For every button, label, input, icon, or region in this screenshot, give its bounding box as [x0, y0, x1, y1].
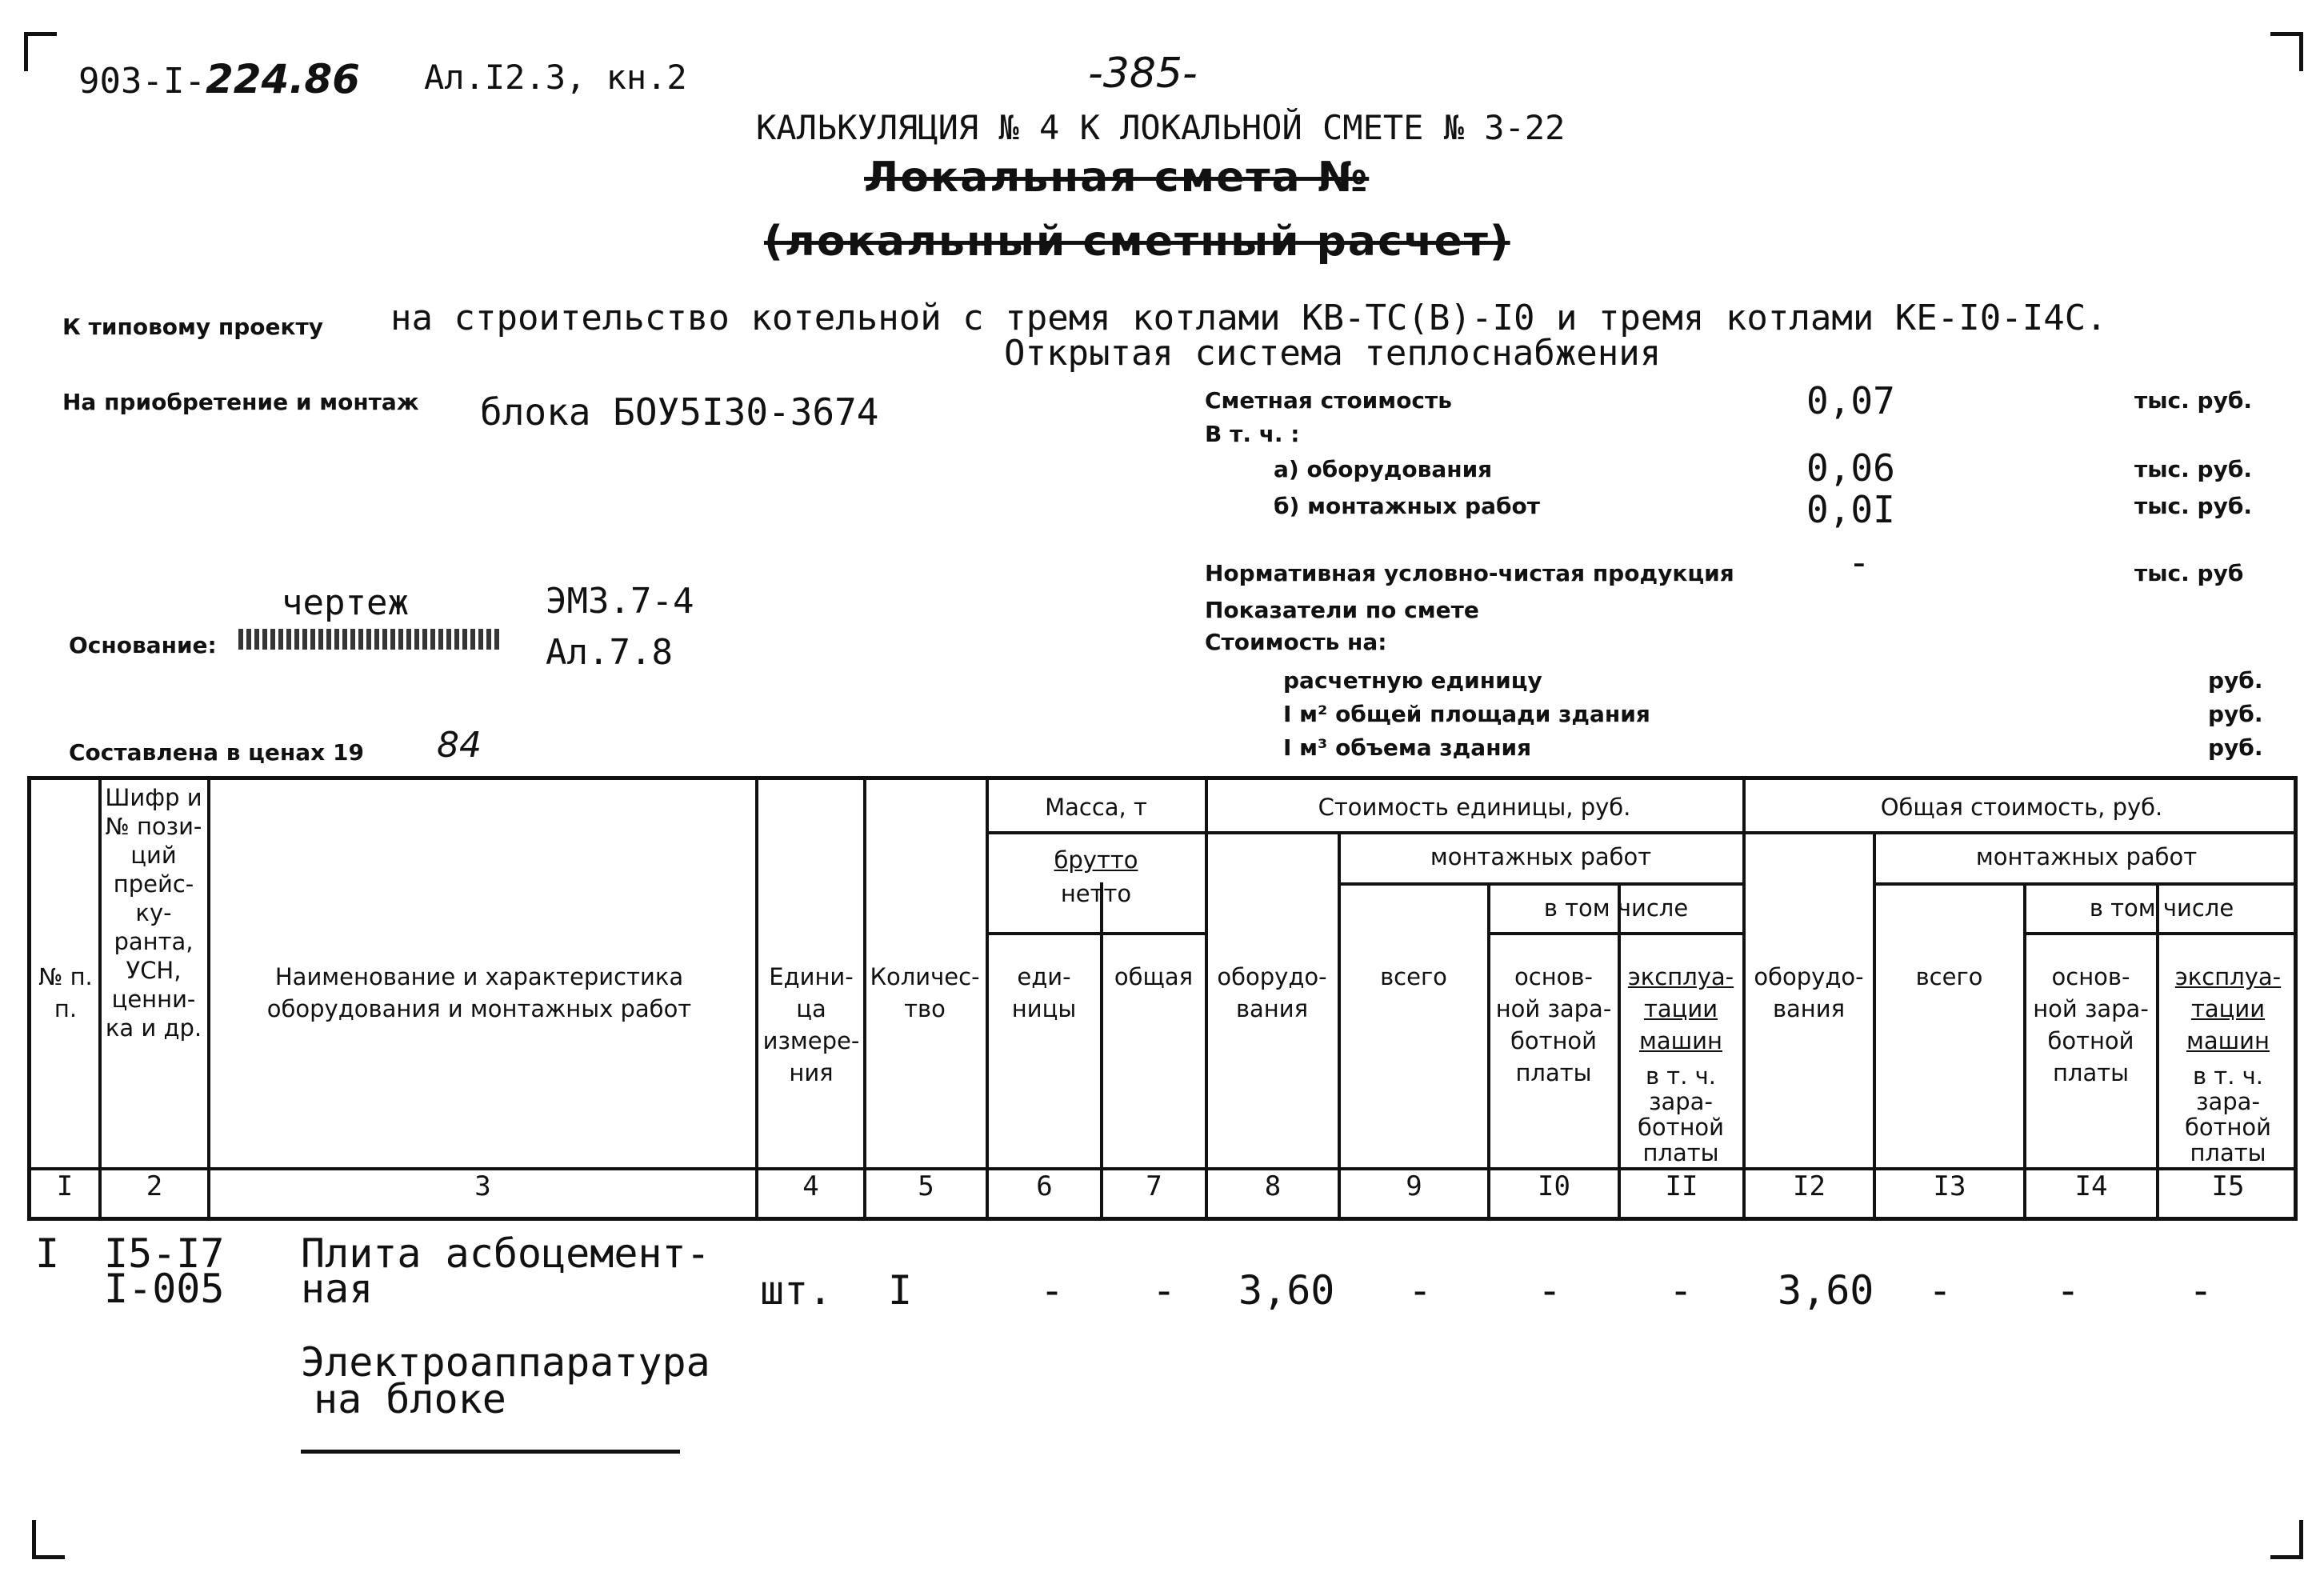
- header-quantity: Количес- тво: [870, 963, 980, 1022]
- header-wage-unit: основ- ной зара- ботной платы: [1495, 963, 1612, 1086]
- corner-mark-top-right: [2270, 32, 2303, 71]
- basis-drawing-ref: ЭМЗ.7-4: [546, 581, 694, 622]
- row-install-unit-wage: -: [1538, 1267, 1562, 1314]
- row-name-1: Плита асбоцемент-: [301, 1230, 710, 1277]
- document-code-prefix: 903-I-: [78, 61, 206, 102]
- equipment-cost-value: 0,06: [1806, 446, 1895, 490]
- basis-struck-out: [238, 629, 502, 650]
- column-number: 3: [474, 1170, 491, 1202]
- row-name-2: ная: [301, 1266, 374, 1312]
- estimated-cost-unit: тыс. руб.: [2134, 387, 2253, 414]
- header-incl-unit: в том числе: [1543, 894, 1689, 922]
- including-label: В т. ч. :: [1205, 421, 1300, 447]
- column-number: I5: [2211, 1170, 2245, 1202]
- column-number: I2: [1793, 1170, 1826, 1202]
- estimated-cost-label: Сметная стоимость: [1205, 387, 1452, 414]
- column-number: 9: [1406, 1170, 1422, 1202]
- header-name: Наименование и характеристика оборудования и монтажных работ: [266, 963, 692, 1022]
- column-number: 7: [1146, 1170, 1162, 1202]
- row-install-unit-machines: -: [1669, 1267, 1694, 1314]
- indicators-label: Показатели по смете: [1205, 597, 1479, 623]
- struck-title-estimate: Локальная смета №: [864, 154, 1370, 202]
- header-equip-total: оборудо- вания: [1754, 963, 1864, 1022]
- row-install-unit-total: -: [1408, 1267, 1433, 1314]
- basis-album-ref: Ал.7.8: [546, 632, 673, 673]
- header-machines-total: эксплуа- тации машин: [2174, 963, 2282, 1054]
- per-area-unit: руб.: [2208, 701, 2263, 727]
- project-value: на строительство котельной с тремя котлами КВ-ТС(В)-I0 и тремя котлами КЕ-I0-I4С.: [390, 298, 2107, 338]
- header-machines-wage-total: в т. ч. зара- ботной платы: [2184, 1062, 2272, 1166]
- document-code: [78, 56, 360, 102]
- installation-cost-label: б) монтажных работ: [1274, 493, 1540, 519]
- calculation-title: КАЛЬКУЛЯЦИЯ № 4 К ЛОКАЛЬНОЙ СМЕТЕ № 3-22: [756, 108, 1566, 147]
- header-machines-wage-unit: в т. ч. зара- ботной платы: [1637, 1062, 1725, 1166]
- purpose-value: блока БОУ5I30-3674: [480, 390, 879, 434]
- row-code-1: I5-I7: [104, 1230, 225, 1277]
- column-number: 6: [1036, 1170, 1053, 1202]
- column-number: 4: [802, 1170, 819, 1202]
- purpose-label: На приобретение и монтаж: [62, 389, 419, 415]
- column-number: 8: [1264, 1170, 1282, 1202]
- normative-product-label: Нормативная условно-чистая продукция: [1205, 560, 1734, 586]
- section-title-1: Электроаппаратура: [301, 1339, 710, 1386]
- header-rule-incl-total: [2023, 932, 2298, 935]
- header-rule-incl: [1487, 932, 1742, 935]
- column-number: I: [56, 1170, 74, 1202]
- header-netto: нетто: [1060, 880, 1132, 907]
- installation-cost-value: 0,0I: [1806, 488, 1895, 531]
- header-rule-mass-sub: [986, 932, 1205, 935]
- header-rule-install: [1338, 882, 1742, 886]
- prices-label: Составлена в ценах 19: [69, 739, 364, 766]
- row-install-total: -: [1928, 1267, 1953, 1314]
- section-underline: [301, 1450, 680, 1454]
- document-code-handwritten: 224.86: [205, 56, 360, 102]
- column-number: II: [1665, 1170, 1698, 1202]
- page-number: -385-: [1088, 50, 1198, 98]
- col-divider-3: [755, 780, 758, 1221]
- per-unit-unit: руб.: [2208, 667, 2263, 694]
- col-divider-2: [207, 780, 210, 1221]
- header-install-total-all: всего: [1915, 963, 1983, 990]
- header-machines-unit: эксплуа- тации машин: [1627, 963, 1734, 1054]
- column-number: I4: [2074, 1170, 2108, 1202]
- column-number: I0: [1538, 1170, 1570, 1202]
- specification-table: [27, 776, 2298, 1221]
- equipment-cost-label: а) оборудования: [1274, 456, 1493, 482]
- col-divider-8: [1338, 831, 1341, 1221]
- per-unit-label: расчетную единицу: [1283, 667, 1542, 694]
- header-wage-total: основ- ной зара- ботной платы: [2033, 963, 2149, 1086]
- col-divider-12: [1873, 831, 1876, 1221]
- header-unit: Едини- ца измере- ния: [762, 963, 860, 1086]
- header-mass-total: общая: [1114, 963, 1194, 990]
- header-install-total: монтажных работ: [1975, 843, 2198, 870]
- header-brutto: брутто: [1054, 846, 1138, 874]
- row-mass-unit: -: [1040, 1267, 1065, 1314]
- section-title-2: на блоке: [314, 1376, 506, 1422]
- basis-drawing: чертеж: [282, 582, 409, 623]
- column-number: I3: [1933, 1170, 1966, 1202]
- row-equip-total: 3,60: [1778, 1267, 1874, 1314]
- row-code-2: I-005: [104, 1266, 225, 1312]
- column-number: 2: [146, 1170, 163, 1202]
- corner-mark-top-left: [24, 32, 57, 71]
- corner-mark-bottom-left: [32, 1520, 65, 1559]
- row-install-total-wage: -: [2056, 1267, 2081, 1314]
- header-mass-unit: еди- ницы: [1011, 963, 1077, 1022]
- header-install-unit: монтажных работ: [1430, 843, 1652, 870]
- cost-for-label: Стоимость на:: [1205, 629, 1387, 655]
- corner-mark-bottom-right: [2270, 1520, 2303, 1559]
- header-equip-unit: оборудо- вания: [1217, 963, 1327, 1022]
- per-volume-label: I м³ объема здания: [1283, 734, 1532, 761]
- header-install-unit-total: всего: [1380, 963, 1447, 990]
- row-install-total-machines: -: [2189, 1267, 2214, 1314]
- estimated-cost-value: 0,07: [1806, 379, 1895, 422]
- row-equip-unit: 3,60: [1238, 1267, 1335, 1314]
- struck-title-calculation: (локальный сметный расчет): [764, 218, 1510, 266]
- per-area-label: I м² общей площади здания: [1283, 701, 1650, 727]
- header-row-number: № п. п.: [38, 963, 93, 1022]
- row-number: I: [35, 1230, 60, 1277]
- installation-cost-unit: тыс. руб.: [2134, 493, 2253, 519]
- header-code: Шифр и № пози- ций прейс- ку- ранта, УСН, ценни- ка и др.: [105, 784, 202, 1042]
- row-mass-total: -: [1152, 1267, 1177, 1314]
- project-label: К типовому проекту: [62, 314, 324, 340]
- project-subtitle: Открытая система теплоснабжения: [1004, 333, 1662, 374]
- normative-product-value: -: [1848, 541, 1870, 584]
- normative-product-unit: тыс. руб: [2134, 560, 2244, 586]
- prices-year: 84: [437, 725, 482, 766]
- column-number: 5: [918, 1170, 934, 1202]
- header-incl-total: в том числе: [2089, 894, 2234, 922]
- equipment-cost-unit: тыс. руб.: [2134, 456, 2253, 482]
- header-mass: Масса, т: [1045, 794, 1147, 821]
- header-rule-install-total: [1873, 882, 2298, 886]
- header-unit-cost: Стоимость единицы, руб.: [1318, 794, 1631, 821]
- row-unit: шт.: [760, 1267, 833, 1314]
- album-reference: Ал.I2.3, кн.2: [424, 58, 687, 97]
- row-quantity: I: [888, 1267, 913, 1314]
- per-volume-unit: руб.: [2208, 734, 2263, 761]
- header-rule-mass: [986, 831, 2298, 834]
- basis-label: Основание:: [69, 632, 217, 658]
- header-total-cost: Общая стоимость, руб.: [1880, 794, 2163, 821]
